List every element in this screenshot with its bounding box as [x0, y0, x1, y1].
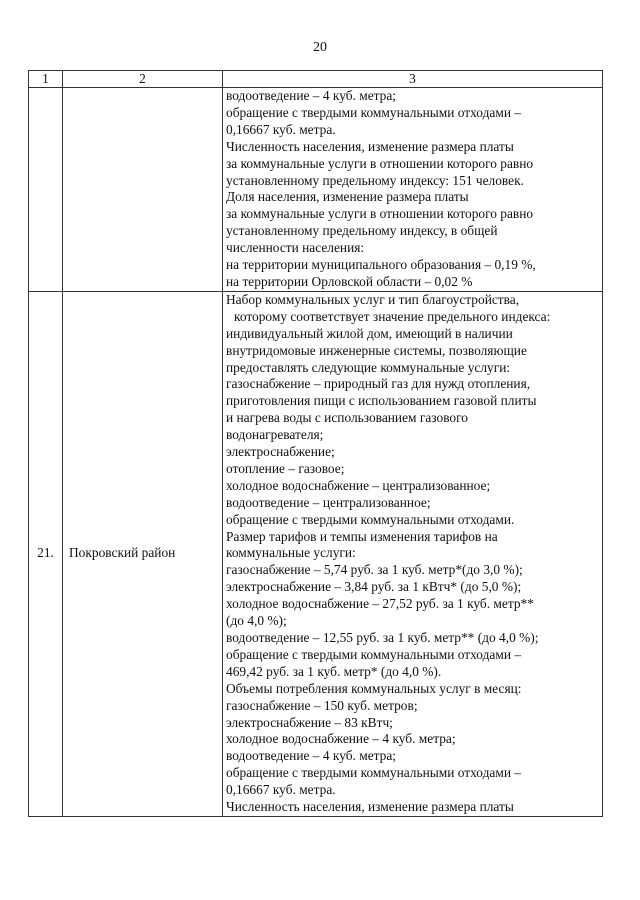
text-line: 0,16667 куб. метра. [226, 782, 336, 798]
page-number: 20 [313, 40, 327, 55]
details-cell [223, 291, 603, 816]
text-line: 0,16667 куб. метра. [226, 121, 336, 137]
text-line: 469,42 руб. за 1 куб. метр* (до 4,0 %). [226, 663, 442, 679]
column-header-number: 1 [29, 71, 63, 88]
text-line: Доля населения, изменение размера платы [226, 189, 469, 205]
text-line: водоотведение – 4 куб. метра; [226, 748, 397, 764]
text-line: за коммунальные услуги в отношении которого равно [226, 206, 534, 222]
text-line: отопление – газовое; [226, 460, 345, 476]
text-line: газоснабжение – 5,74 руб. за 1 куб. метр*(до 3,0 %); [226, 562, 523, 578]
text-line: водоотведение – 4 куб. метра; [226, 88, 397, 103]
text-line: установленному предельному индексу: 151 человек. [226, 172, 524, 188]
text-line: обращение с твердыми коммунальными отходами. [226, 511, 515, 527]
table-header-row [29, 71, 603, 88]
text-line: и нагрева воды с использованием газового [226, 410, 468, 426]
district-cell [63, 88, 223, 292]
text-line: Объемы потребления коммунальных услуг в месяц: [226, 680, 522, 696]
column-header-details: 3 [223, 71, 603, 88]
text-line: внутридомовые инженерные системы, позволяющие [226, 342, 527, 358]
row-number-cell: 21. [29, 291, 63, 816]
text-line: электроснабжение; [226, 444, 335, 460]
text-line: Численность населения, изменение размера платы [226, 799, 514, 815]
text-line: газоснабжение – 150 куб. метров; [226, 697, 418, 713]
text-line: на территории Орловской области – 0,02 % [226, 273, 473, 289]
text-line: электроснабжение – 83 кВтч; [226, 714, 393, 730]
text-line: за коммунальные услуги в отношении которого равно [226, 155, 534, 171]
text-line: (до 4,0 %); [226, 613, 287, 629]
text-line: газоснабжение – природный газ для нужд отопления, [226, 376, 531, 392]
text-line: коммунальные услуги: [226, 545, 356, 561]
text-line: электроснабжение – 3,84 руб. за 1 кВтч* (до 5,0 %); [226, 579, 522, 595]
table-row-continuation [29, 88, 603, 292]
text-line: холодное водоснабжение – 4 куб. метра; [226, 731, 456, 747]
text-line: численности населения: [226, 240, 365, 256]
table-row-pokrovsky [29, 291, 603, 816]
column-header-district: 2 [63, 71, 223, 88]
text-line: на территории муниципального образования – 0,19 %, [226, 257, 536, 273]
text-line: обращение с твердыми коммунальными отходами – [226, 104, 522, 120]
text-line: холодное водоснабжение – 27,52 руб. за 1 куб. метр** [226, 596, 534, 612]
district-cell: Покровский район [63, 291, 223, 816]
text-line: водоотведение – 12,55 руб. за 1 куб. метр** (до 4,0 %); [226, 630, 539, 645]
tariff-table [28, 70, 603, 817]
text-line: обращение с твердыми коммунальными отходами – [226, 765, 522, 781]
text-line: Размер тарифов и темпы изменения тарифов на [226, 528, 498, 544]
text-line: предоставлять следующие коммунальные услуги: [226, 359, 511, 375]
text-line: холодное водоснабжение – централизованное; [226, 477, 491, 493]
text-line: водоотведение – централизованное; [226, 494, 431, 510]
text-line: водонагревателя; [226, 427, 324, 443]
text-line: которому соответствует значение предельного индекса: [234, 308, 551, 324]
text-line: приготовления пищи с использованием газовой плиты [226, 393, 537, 409]
details-cell [223, 88, 603, 292]
text-line: Численность населения, изменение размера платы [226, 138, 514, 154]
text-line: Набор коммунальных услуг и тип благоустройства, [226, 291, 520, 307]
text-line: индивидуальный жилой дом, имеющий в наличии [226, 325, 513, 341]
row-number-cell [29, 88, 63, 292]
text-line: установленному предельному индексу, в общей [226, 223, 498, 239]
text-line: обращение с твердыми коммунальными отходами – [226, 646, 522, 662]
